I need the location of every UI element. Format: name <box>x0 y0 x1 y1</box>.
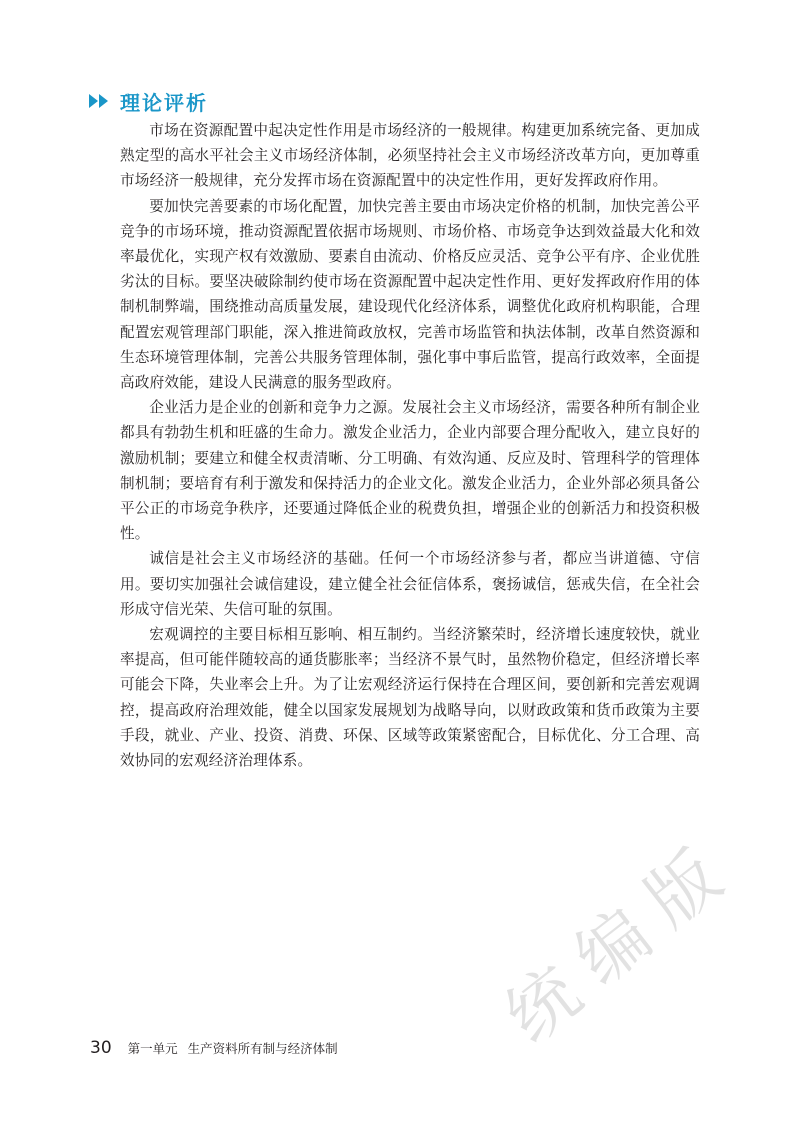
watermark-char: 版 <box>630 834 737 943</box>
paragraph: 市场在资源配置中起决定性作用是市场经济的一般规律。构建更加系统完备、更加成熟定型的高水平社会主义市场经济体制，必须坚持社会主义市场经济改革方向，更加尊重市场经济一般规律，充分发挥市场在资源配置中的决定性作用，更好发挥政府作用。 <box>120 122 700 190</box>
page-footer <box>90 1038 338 1062</box>
paragraph: 企业活力是企业的创新和竞争力之源。发展社会主义市场经济，需要各种所有制企业都具有勃勃生机和旺盛的生命力。激发企业活力，企业内部要合理分配收入，建立良好的激励机制；要建立和健全权责清晰、分工明确、有效沟通、反应及时、管理科学的管理体制机制；要培育有利于激发和保持活力的企业文化。激发企业活力，企业外部必须具备公平公正的市场竞争秩序，还要通过降低企业的税费负担，增强企业的创新活力和投资积极性。 <box>120 399 700 543</box>
double-chevron-right-icon <box>88 92 110 110</box>
watermark-char: 编 <box>560 892 667 1001</box>
paragraph: 宏观调控的主要目标相互影响、相互制约。当经济繁荣时，经济增长速度较快，就业率提高，但可能伴随较高的通货膨胀率；当经济不景气时，虽然物价稳定，但经济增长率可能会下降，失业率会上升。为了让宏观经济运行保持在合理区间，要创新和完善宏观调控，提高政府治理效能，健全以国家发展规划为战略导向，以财政政策和货币政策为主要手段，就业、产业、投资、消费、环保、区域等政策紧密配合，目标优化、分工合理、高效协同的宏观经济治理体系。 <box>120 626 700 770</box>
paragraph: 要加快完善要素的市场化配置，加快完善主要由市场决定价格的机制，加快完善公平竞争的市场环境，推动资源配置依据市场规则、市场价格、市场竞争达到效益最大化和效率最优化，实现产权有效激励、要素自由流动、价格反应灵活、竞争公平有序、企业优胜劣汰的目标。要坚决破除制约使市场在资源配置中起决定性作用、更好发挥政府作用的体制机制弊端，围绕推动高质量发展，建设现代化经济体系，调整优化政府机构职能，合理配置宏观管理部门职能，深入推进简政放权，完善市场监管和执法体制，改革自然资源和生态环境管理体制，完善公共服务管理体制，强化事中事后监管，提高行政效率，全面提高政府效能，建设人民满意的服务型政府。 <box>120 197 700 392</box>
watermark <box>490 830 737 1060</box>
footer-unit: 第一单元 <box>127 1041 178 1056</box>
paragraph: 诚信是社会主义市场经济的基础。任何一个市场经济参与者，都应当讲道德、守信用。要切实加强社会诚信建设，建立健全社会征信体系，褒扬诚信，惩戒失信，在全社会形成守信光荣、失信可耻的氛围。 <box>120 550 700 618</box>
section-heading <box>88 86 208 116</box>
page-number: 30 <box>90 1038 112 1058</box>
footer-title: 生产资料所有制与经济体制 <box>187 1041 338 1056</box>
watermark-char: 统 <box>490 950 597 1059</box>
body-text <box>120 118 700 773</box>
section-title: 理论评析 <box>120 90 208 115</box>
